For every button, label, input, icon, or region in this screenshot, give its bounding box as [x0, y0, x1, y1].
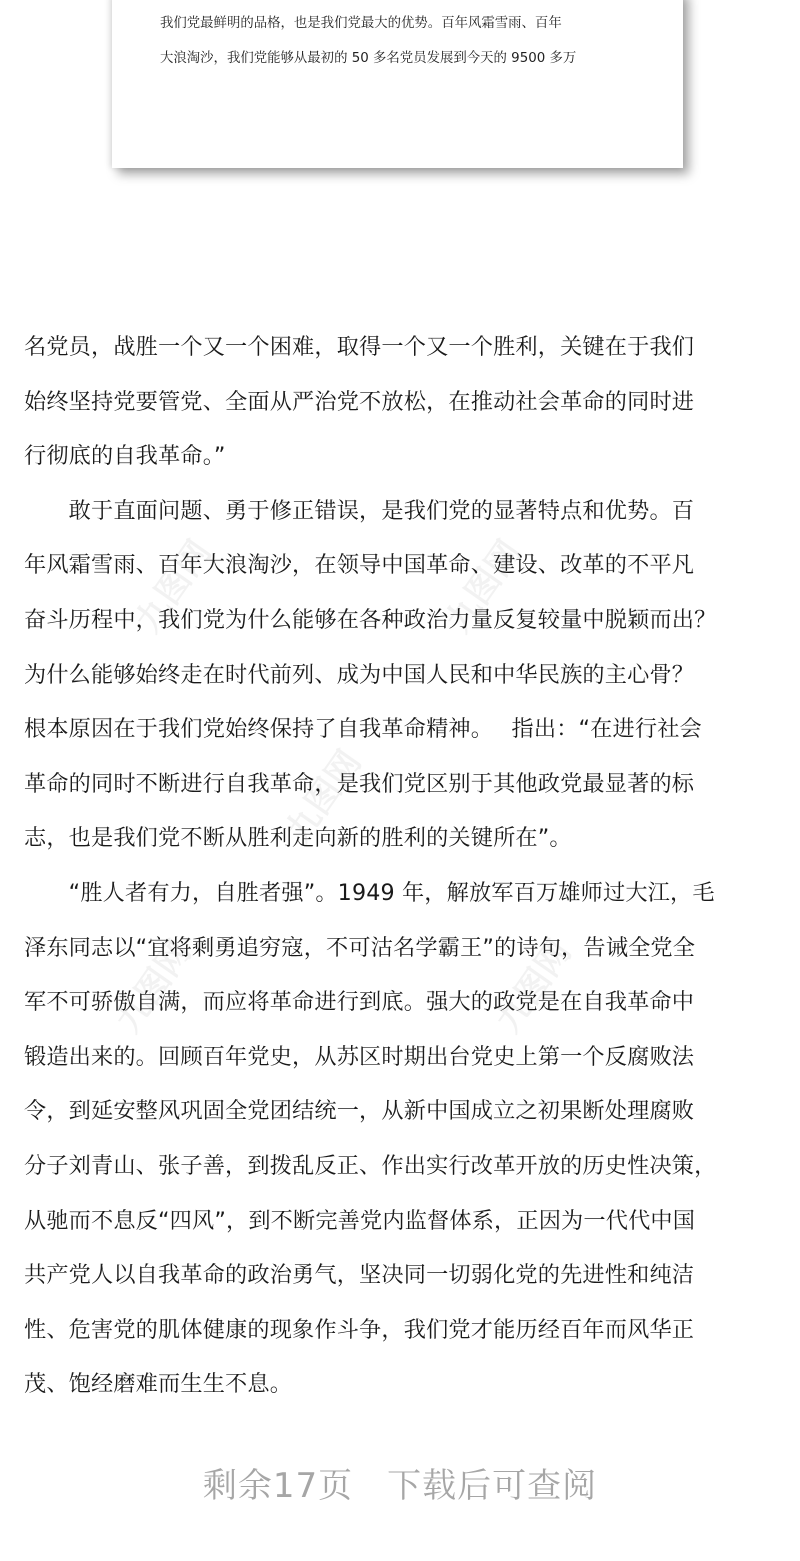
body-line: 始终坚持党要管党、全面从严治党不放松，在推动社会革命的同时进 — [24, 388, 695, 415]
watermark: 九图网 — [278, 743, 370, 850]
body-line: 根本原因在于我们党始终保持了自我革命精神。 指出：“在进行社会 — [24, 716, 702, 743]
body-line: 名党员，战胜一个又一个困难，取得一个又一个胜利，关键在于我们 — [24, 334, 695, 360]
watermark: 九图网 — [128, 533, 220, 640]
document-body — [24, 327, 784, 1419]
download-to-read-more[interactable] — [0, 1458, 800, 1507]
body-line: 泽东同志以“宜将剩勇追穷寇，不可沽名学霸王”的诗句，告诫全党全 — [24, 934, 696, 961]
preview-text-line: 大浪淘沙，我们党能够从最初的 50 多名党员发展到今天的 9500 多万 — [160, 51, 577, 66]
preview-text-line: 我们党最鲜明的品格，也是我们党最大的优势。百年风霜雪雨、百年 — [160, 16, 562, 31]
body-line: 从驰而不息反“四风”，到不断完善党内监督体系，正因为一代代中国 — [24, 1207, 696, 1234]
body-line: 年风霜雪雨、百年大浪淘沙，在领导中国革命、建设、改革的不平凡 — [24, 552, 695, 579]
body-line: 分子刘青山、张子善，到拨乱反正、作出实行改革开放的历史性决策， — [24, 1152, 717, 1179]
body-line: 锻造出来的。回顾百年党史，从苏区时期出台党史上第一个反腐败法 — [24, 1043, 695, 1070]
body-line: 共产党人以自我革命的政治勇气，坚决同一切弱化党的先进性和纯洁 — [24, 1262, 695, 1289]
body-line: 革命的同时不断进行自我革命，是我们党区别于其他政党最显著的标 — [24, 770, 695, 797]
body-line: “胜人者有力，自胜者强”。1949 年，解放军百万雄师过大江，毛 — [24, 879, 715, 906]
body-line: 为什么能够始终走在时代前列、成为中国人民和中华民族的主心骨？ — [24, 661, 695, 688]
body-line: 行彻底的自我革命。” — [24, 443, 226, 470]
body-line: 敢于直面问题、勇于修正错误，是我们党的显著特点和优势。百 — [24, 497, 695, 524]
download-hint-label: 下载后可查阅 — [387, 1466, 598, 1506]
remaining-pages-label: 剩余17页 — [202, 1466, 354, 1506]
watermark: 九图网 — [108, 933, 200, 1040]
body-line: 茂、饱经磨难而生生不息。 — [24, 1371, 293, 1398]
body-line: 奋斗历程中，我们党为什么能够在各种政治力量反复较量中脱颖而出？ — [24, 606, 717, 633]
body-line: 性、危害党的肌体健康的现象作斗争，我们党才能历经百年而风华正 — [24, 1316, 695, 1343]
document-preview-card — [112, 0, 683, 168]
watermark: 九图网 — [488, 933, 580, 1040]
body-line: 军不可骄傲自满，而应将革命进行到底。强大的政党是在自我革命中 — [24, 989, 695, 1016]
body-line: 令，到延安整风巩固全党团结统一，从新中国成立之初果断处理腐败 — [24, 1098, 695, 1125]
watermark: 九图网 — [438, 533, 530, 640]
body-line: 志，也是我们党不断从胜利走向新的胜利的关键所在”。 — [24, 825, 572, 852]
